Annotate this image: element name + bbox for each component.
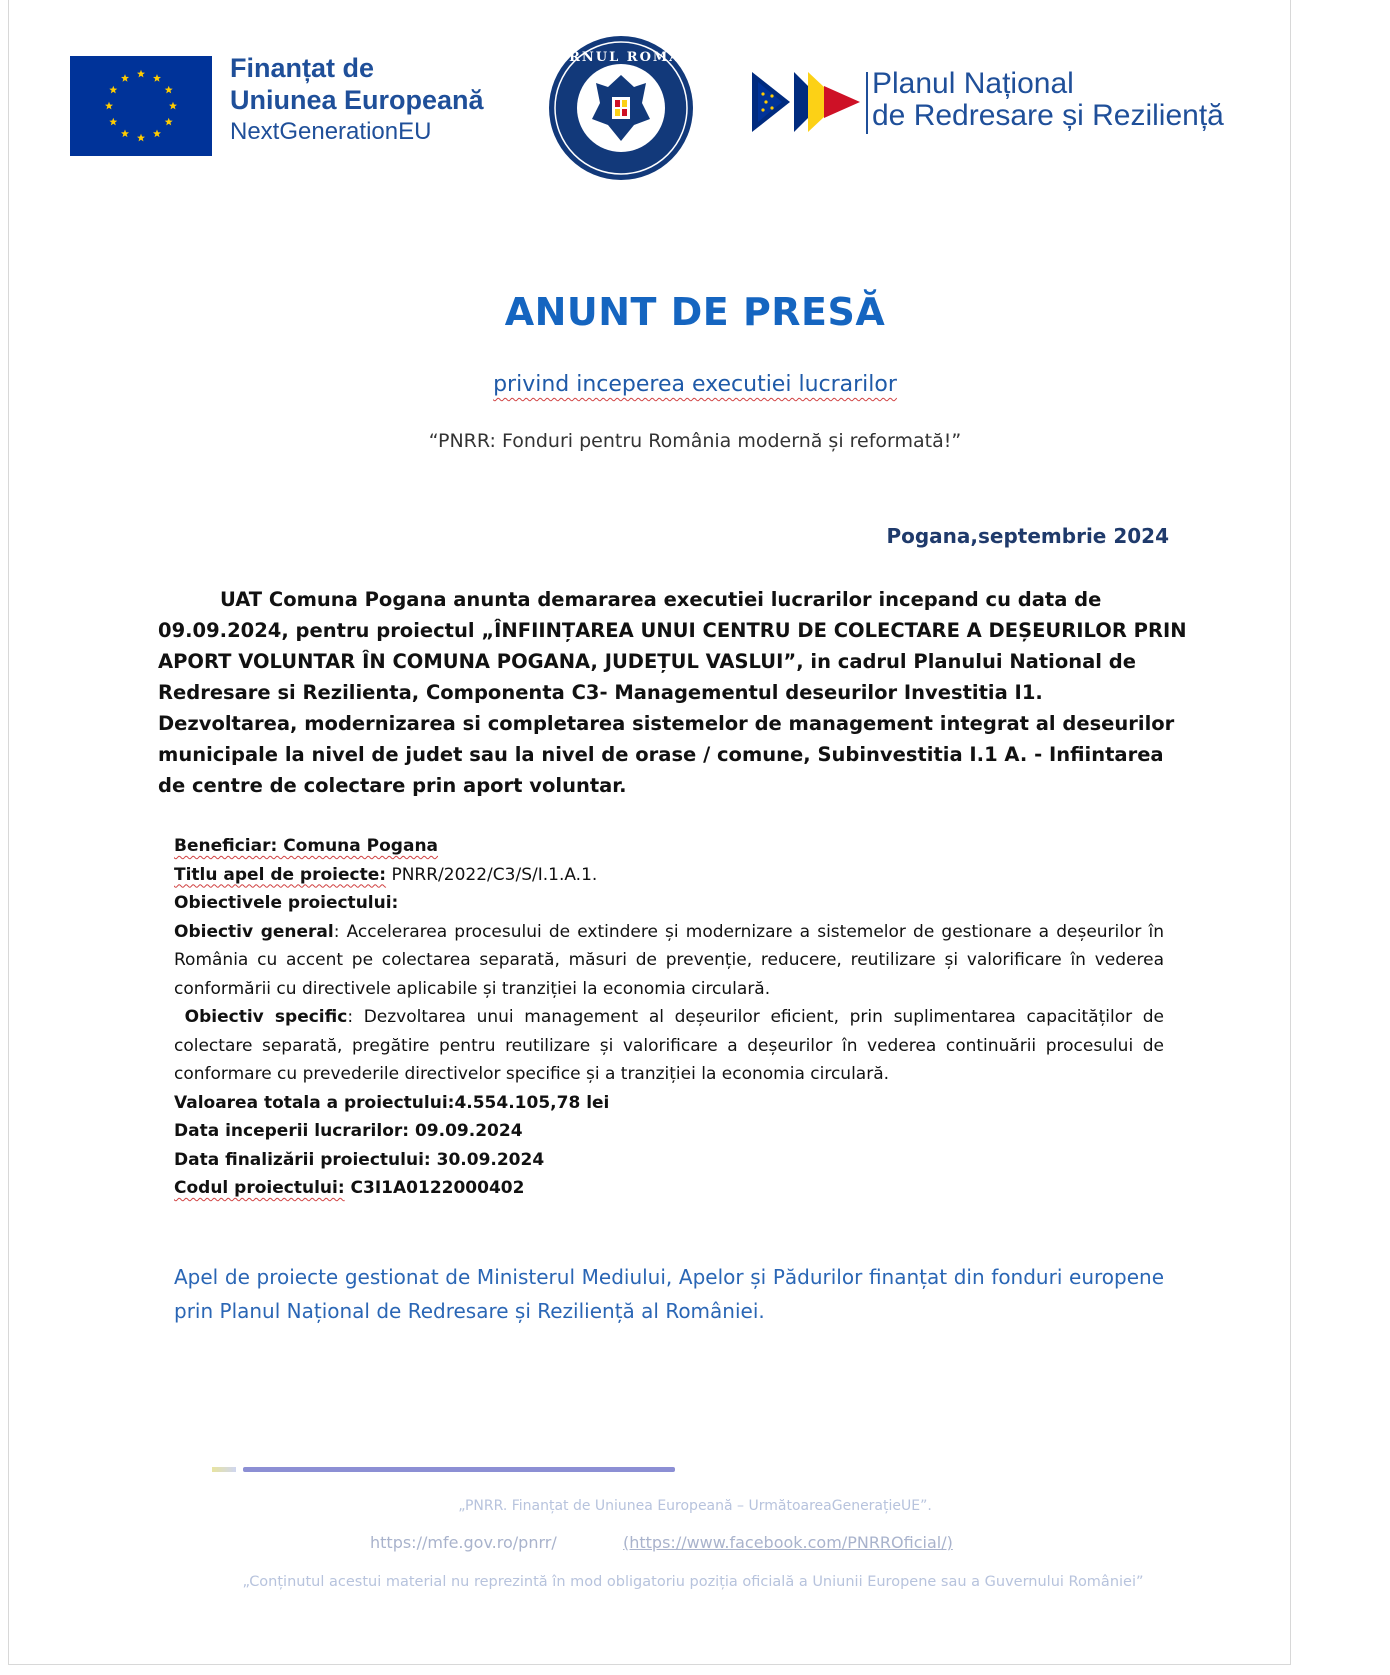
call-title-value: PNRR/2022/C3/S/I.1.A.1.: [386, 864, 598, 885]
call-title-label: Titlu apel de proiecte:: [174, 864, 387, 885]
total-value: Valoarea totala a proiectului:4.554.105,78 lei: [174, 1092, 610, 1113]
project-code-value: C3I1A0122000402: [344, 1178, 525, 1198]
project-name: „ÎNFIINȚAREA UNUI CENTRU DE COLECTARE A DEȘEURILOR PRIN APORT VOLUNTAR ÎN COMUNA POGANA, JUDEȚUL VASLUI”: [158, 619, 1187, 673]
government-seal-logo: [518, 33, 724, 187]
beneficiary: Beneficiar: Comuna Pogana: [174, 836, 439, 856]
specific-objective-label: Obiectiv specific: [184, 1007, 348, 1027]
eu-funding-text: [230, 52, 484, 148]
footer-ornament: [212, 1467, 236, 1472]
pnrr-text: [872, 68, 1224, 132]
intro-paragraph: [158, 584, 1188, 801]
pnrr-line-1: Planul Național: [872, 67, 1074, 100]
seal-text-top: GUVERNUL ROMÂNIEI: [518, 50, 724, 65]
eu-line-3: NextGenerationEU: [230, 118, 432, 145]
footer-disclaimer: „Conținutul acestui material nu reprezintă în mod obligatoriu poziția oficială a Uniunii Europene sau a Guvernului României”: [242, 1574, 1144, 1590]
pnrr-separator: [866, 72, 868, 134]
specific-objective: [174, 1003, 1164, 1089]
pnrr-logo: [752, 70, 862, 138]
objectives-label: Obiectivele proiectului:: [174, 893, 399, 913]
general-objective-label: Obiectiv general: [174, 921, 334, 942]
pnrr-line-2: de Redresare și Reziliență: [872, 99, 1224, 132]
general-objective: [174, 918, 1164, 1004]
footer-divider: [243, 1467, 675, 1472]
eu-line-2: Uniunea Europeană: [230, 85, 484, 115]
project-code-row: [174, 1174, 1164, 1203]
date-location: Pogana,septembrie 2024: [886, 524, 1169, 548]
motto: “PNRR: Fonduri pentru România modernă și reformată!”: [428, 430, 962, 452]
project-details: [174, 832, 1164, 1203]
intro-text-2: , in cadrul Planului National de Redresare si Rezilienta, Componenta C3- Managementul deseurilor Investitia I1. Dezvoltarea, modernizarea si completarea sistemelor de management integrat al deseurilor municipale la nivel de judet sau la nivel de orase / comune, Subinvestitia I.1 A. - Infiintarea de centre de colectare prin aport voluntar.: [158, 650, 1175, 797]
eu-line-1: Finanțat de: [230, 53, 375, 83]
footer-link-facebook[interactable]: (https://www.facebook.com/PNRROficial/): [623, 1533, 953, 1552]
footer-slogan: „PNRR. Finanțat de Uniunea Europeană – UrmătoareaGenerațieUE”.: [458, 1498, 932, 1514]
closing-statement: Apel de proiecte gestionat de Ministerul Mediului, Apelor și Pădurilor finanțat din fonduri europene prin Planul Național de Redresare și Reziliență al României.: [174, 1265, 1164, 1323]
page-subtitle: privind inceperea executiei lucrarilor: [493, 372, 897, 397]
intro-text-1: UAT Comuna Pogana anunta demararea executiei lucrarilor incepand cu data de 09.09.2024, pentru proiectul: [158, 588, 1102, 642]
project-code-label: Codul proiectului:: [174, 1178, 345, 1198]
end-date: Data finalizării proiectului: 30.09.2024: [174, 1149, 545, 1170]
eu-flag-logo: [70, 56, 212, 160]
page-title: ANUNT DE PRESĂ: [504, 290, 886, 334]
call-title-row: [174, 861, 1164, 890]
start-date: Data inceperii lucrarilor: 09.09.2024: [174, 1121, 523, 1141]
general-objective-text: : Accelerarea procesului de extindere și modernizare a sistemelor de gestionare a deșeurilor în România cu accent pe colectarea separată, măsuri de prevenție, reducere, reutilizare și valorificare în vederea conformării cu directivele aplicabile și tranziției la economia circulară.: [174, 921, 1165, 999]
footer-link-mfe[interactable]: https://mfe.gov.ro/pnrr/: [370, 1533, 557, 1552]
specific-objective-text: : Dezvoltarea unui management al deșeurilor eficient, prin suplimentarea capacităților de colectare separată, pregătire pentru reutilizare și valorificare a deșeurilor în vederea continuării procesului de conformare cu prevederile directivelor specifice și a tranziției la economia circulară.: [174, 1007, 1164, 1084]
